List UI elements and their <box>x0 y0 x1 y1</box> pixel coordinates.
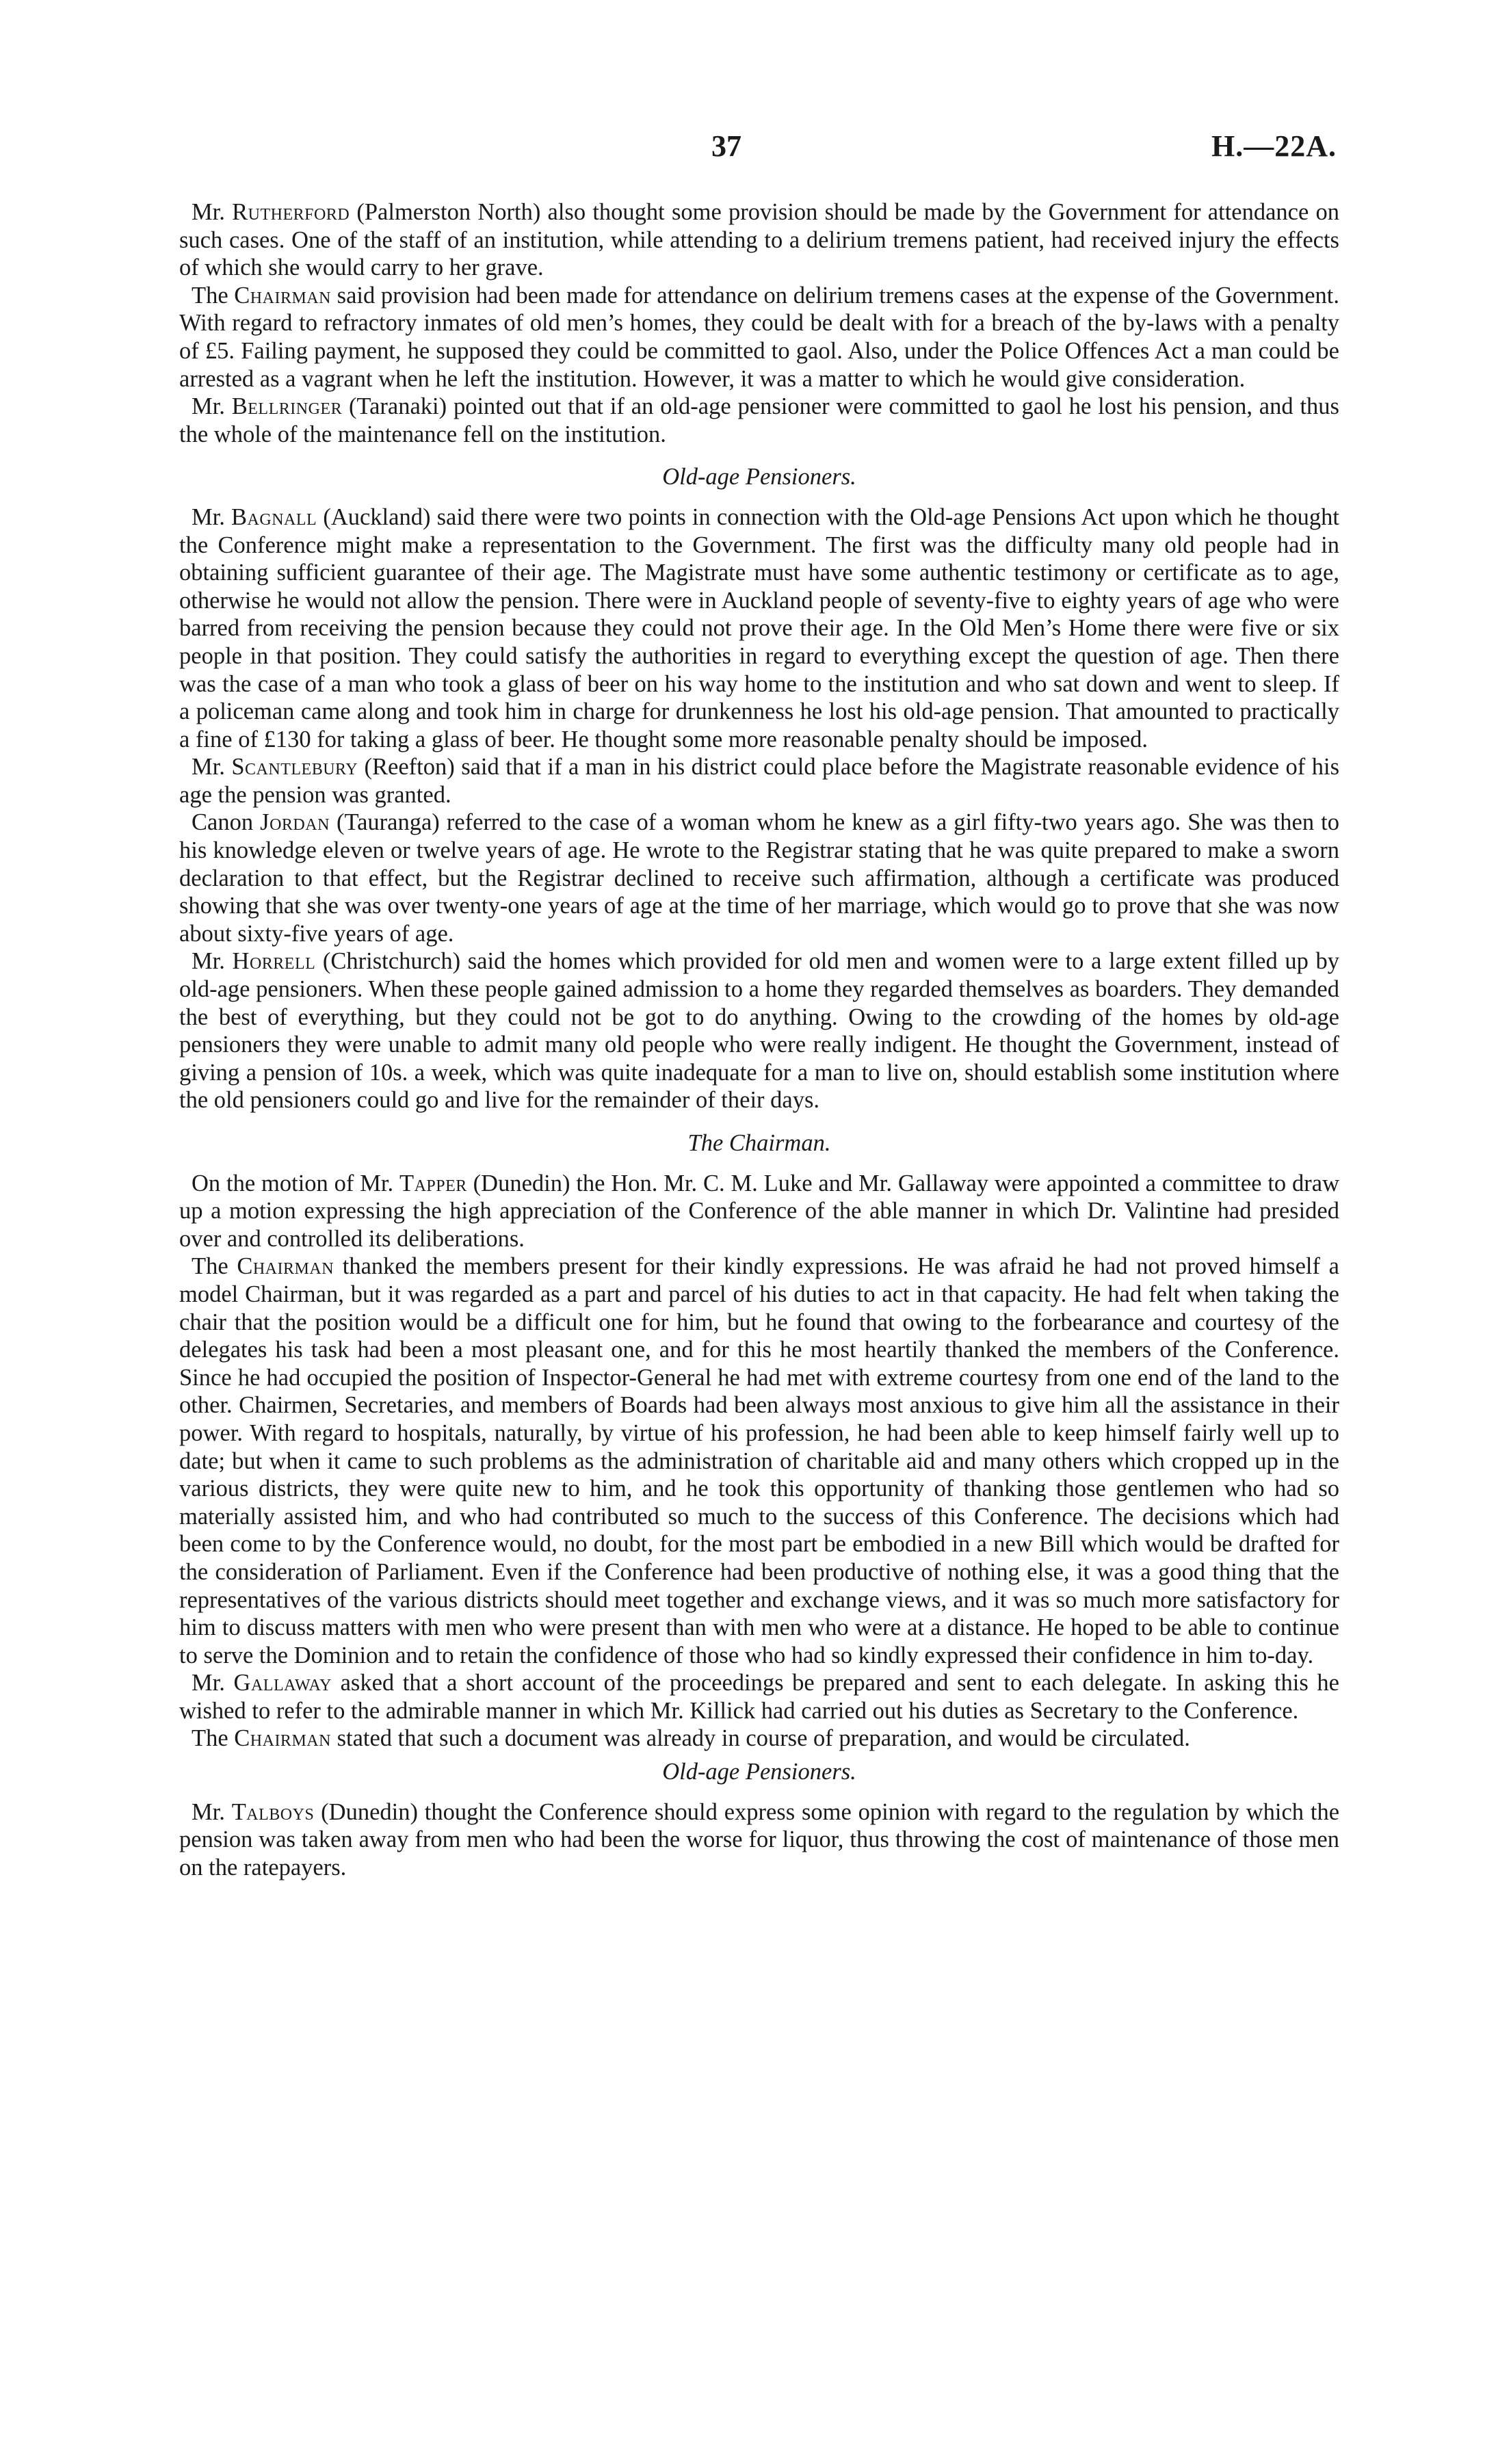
paragraph-chairman-3 <box>179 1725 1339 1753</box>
paragraph-text: (Dunedin) thought the Conference should express some opinion with regard to the regulation by which the pension was taken away from men who had been the worse for liquor, thus throwing the cost of maintenance of those men on the ratepayers. <box>179 1798 1340 1880</box>
paragraph-tapper <box>179 1170 1339 1253</box>
paragraph-bellringer <box>179 393 1339 448</box>
document-body <box>179 198 1339 1881</box>
paragraph-scantlebury <box>179 753 1339 809</box>
speaker-title: On the motion of Mr. <box>192 1170 400 1196</box>
speaker-name: Chairman <box>237 1253 334 1280</box>
speaker-name: Bagnall <box>231 503 317 530</box>
section-heading-old-age-pensioners: Old-age Pensioners. <box>662 464 856 490</box>
page-number: 37 <box>711 129 741 163</box>
speaker-name: Chairman <box>234 1725 331 1752</box>
paragraph-horrell <box>179 947 1339 1114</box>
paragraph-text: (Tauranga) referred to the case of a woman whom he knew as a girl fifty-two years ago. She was then to his knowledge eleven or twelve years of age. He wrote to the Registrar stating that he was quite prepared to make a sworn declaration to that effect, but the Registrar declined to receive such affirmation, although a certificate was produced showing that she was over twenty-one years of age at the time of her marriage, which would go to prove that she was now about sixty-five years of age. <box>179 809 1339 947</box>
speaker-title: Mr. <box>192 393 232 420</box>
paragraph-text: (Christchurch) said the homes which provided for old men and women were to a large extent filled up by old-age pensioners. When these people gained admission to a home they regarded themselves as boarders. They demanded the best of everything, but they could not be got to do anything. Owing to the crowding of the homes by old-age pensioners they were unable to admit many old people who were really indigent. He thought the Government, instead of giving a pension of 10s. a week, which was quite inadequate for a man to live on, should establish some institution where the old pensioners could go and live for the remainder of their days. <box>179 948 1339 1114</box>
paragraph-gallaway <box>179 1669 1339 1725</box>
paragraph-text: (Auckland) said there were two points in connection with the Old-age Pensions Act upon which he thought the Conference might make a representation to the Government. The first was the difficulty many old people had in obtaining sufficient guarantee of their age. The Magistrate must have some authentic testimony or certificate as to age, otherwise he would not allow the pension. There were in Auckland people of seventy-five to eighty years of age who were barred from receiving the pension because they could not prove their age. In the Old Men’s Home there were five or six people in that position. They could satisfy the authorities in regard to everything except the question of age. Then there was the case of a man who took a glass of beer on his way home to the institution and who sat down and went to sleep. If a policeman came along and took him in charge for drunkenness he lost his old-age pension. That amounted to practically a fine of £130 for taking a glass of beer. He thought some more reasonable penalty should be imposed. <box>179 503 1339 752</box>
speaker-title: Mr. <box>192 1798 232 1825</box>
paragraph-text: (Palmerston North) also thought some provision should be made by the Government for attendance on such cases. One of the staff of an institution, while attending to a delirium tremens patient, had received injury the effects of which she would carry to her grave. <box>179 199 1340 281</box>
paragraph-text: (Taranaki) pointed out that if an old-age pensioner were committed to gaol he lost his pension, and thus the whole of the maintenance fell on the institution. <box>179 393 1339 447</box>
speaker-name: Gallaway <box>233 1670 332 1696</box>
page-header <box>0 129 1511 170</box>
paragraph-text: stated that such a document was already in course of preparation, and would be circulated. <box>330 1725 1190 1752</box>
speaker-title: The <box>192 1725 235 1752</box>
paragraph-text: (Reefton) said that if a man in his district could place before the Magistrate reasonable evidence of his age the pension was granted. <box>179 754 1339 808</box>
paragraph-text: (Dunedin) the Hon. Mr. C. M. Luke and Mr. Gallaway were appointed a committee to draw up a motion expressing the high appreciation of the Conference of the able manner in which Dr. Valintine had presided over and controlled its deliberations. <box>179 1170 1339 1252</box>
speaker-title: Mr. <box>192 199 233 225</box>
document-reference: H.—22A. <box>1211 129 1337 163</box>
speaker-title: The <box>192 282 235 309</box>
paragraph-jordan <box>179 809 1339 947</box>
paragraph-chairman-1 <box>179 282 1339 393</box>
speaker-title: The <box>192 1253 237 1280</box>
speaker-name: Scantlebury <box>231 754 358 781</box>
speaker-name: Chairman <box>234 282 331 309</box>
section-heading-the-chairman: The Chairman. <box>687 1130 831 1156</box>
speaker-title: Mr. <box>192 754 232 781</box>
speaker-name: Rutherford <box>232 199 350 225</box>
paragraph-text: thanked the members present for their kindly expressions. He was afraid he had not proved himself a model Chairman, but it was regarded as a part and parcel of his duties to act in that capacity. He had felt when taking the chair that the position would be a difficult one for him, but he found that owing to the forbearance and courtesy of the delegates his task had been a most pleasant one, and for this he most heartily thanked the members of the Conference. Since he had occupied the position of Inspector-General he had met with extreme courtesy from one end of the land to the other. Chairmen, Secretaries, and members of Boards had been always most anxious to give him all the assistance in their power. With regard to hospitals, naturally, by virtue of his profession, he had been able to keep himself fairly well up to date; but when it came to such problems as the administration of charitable aid and many others which cropped up in the various districts, they were quite new to him, and he took this opportunity of thanking those gentlemen who had so materially assisted him, and who had contributed so much to the success of this Conference. The decisions which had been come to by the Conference would, no doubt, for the most part be embodied in a new Bill which would be drafted for the consideration of Parliament. Even if the Conference had been productive of nothing else, it was a good thing that the representatives of the various districts should meet together and exchange views, and it was so much more satisfactory for him to discuss matters with men who were present than with men who were at a distance. He hoped to be able to continue to serve the Dominion and to retain the confidence of those who had so kindly expressed their confidence in him to-day. <box>179 1253 1339 1668</box>
speaker-title: Mr. <box>192 948 233 975</box>
paragraph-text: asked that a short account of the proceedings be prepared and sent to each delegate. In asking this he wished to refer to the admirable manner in which Mr. Killick had carried out his duties as Secretary to the Conference. <box>179 1670 1339 1724</box>
paragraph-rutherford <box>179 198 1339 282</box>
speaker-name: Talboys <box>231 1798 315 1825</box>
speaker-title: Canon <box>192 809 261 836</box>
paragraph-text: said provision had been made for attendance on delirium tremens cases at the expense of the Government. With regard to refractory inmates of old men’s homes, they could be dealt with for a breach of the by-laws with a penalty of £5. Failing payment, he supposed they could be committed to gaol. Also, under the Police Offences Act a man could be arrested as a vagrant when he left the institution. However, it was a matter to which he would give consideration. <box>179 282 1339 392</box>
speaker-title: Mr. <box>192 1670 234 1696</box>
speaker-name: Tapper <box>399 1170 467 1196</box>
speaker-name: Bellringer <box>231 393 343 420</box>
paragraph-bagnall <box>179 503 1339 753</box>
section-heading-old-age-pensioners-2: Old-age Pensioners. <box>662 1759 856 1785</box>
speaker-name: Jordan <box>260 809 330 836</box>
speaker-title: Mr. <box>192 503 232 530</box>
paragraph-chairman-2 <box>179 1253 1339 1669</box>
paragraph-talboys <box>179 1798 1339 1882</box>
speaker-name: Horrell <box>232 948 316 975</box>
